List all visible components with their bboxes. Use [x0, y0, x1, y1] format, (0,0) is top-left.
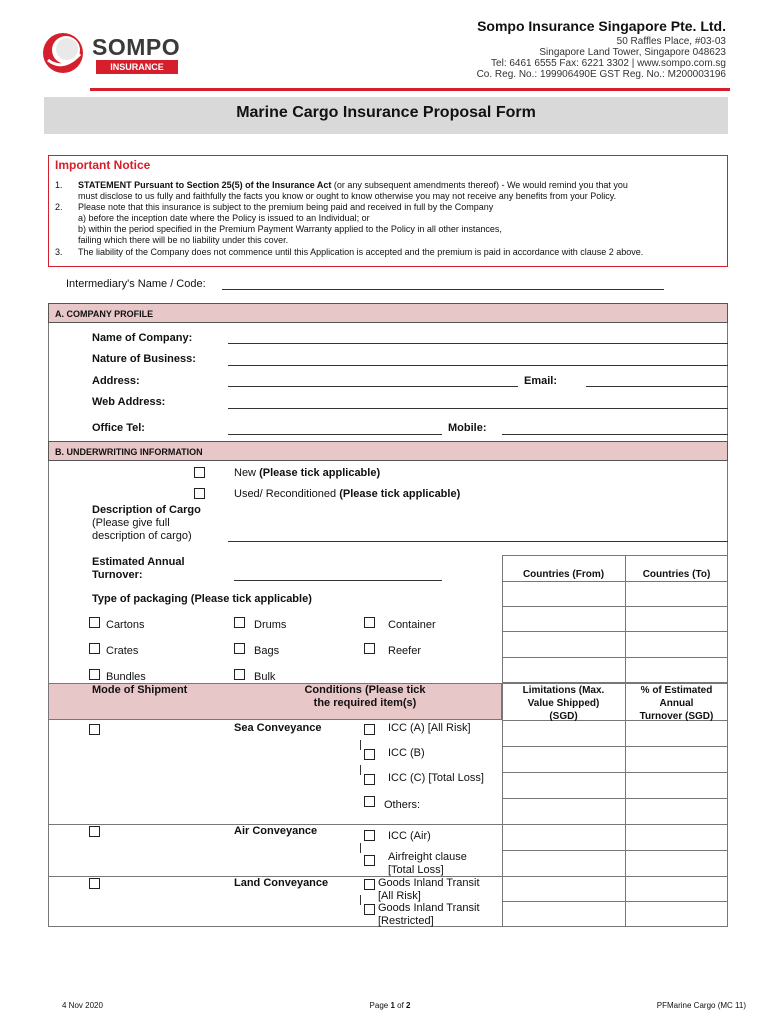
notice-item-1-rest: (or any subsequent amendments thereof) - We would remind you that you [331, 180, 628, 190]
intermediary-input[interactable] [222, 289, 664, 290]
notice-item-1-line2: must disclose to us fully and faithfully the facts you know or ought to know otherwise you may not receive any benefits from your Policy. [78, 191, 617, 201]
limits-entry-area[interactable] [503, 721, 624, 926]
company-name-input[interactable] [228, 343, 728, 344]
limitations-header-2: Value Shipped) [527, 698, 600, 709]
land-label: Land Conveyance [234, 877, 329, 889]
company-address-2: Singapore Land Tower, Singapore 048623 [539, 47, 726, 58]
bulk-label: Bulk [254, 671, 276, 683]
sea-checkbox[interactable] [89, 724, 100, 735]
others-checkbox[interactable] [364, 796, 375, 807]
icc-b-checkbox[interactable] [364, 749, 375, 760]
sea-label: Sea Conveyance [234, 722, 322, 734]
header-red-rule [90, 88, 730, 91]
notice-number-2: 2. [55, 202, 63, 212]
nature-business-label: Nature of Business: [92, 353, 196, 365]
address-input[interactable] [228, 386, 518, 387]
bags-label: Bags [254, 645, 280, 657]
new-label [234, 467, 380, 479]
airfreight-checkbox[interactable] [364, 855, 375, 866]
cargo-desc-hint-1: (Please give full [92, 517, 170, 529]
mobile-label: Mobile: [448, 422, 487, 434]
icc-a-checkbox[interactable] [364, 724, 375, 735]
crates-label: Crates [106, 645, 139, 657]
office-tel-input[interactable] [228, 434, 442, 435]
sompo-logo-icon [40, 30, 86, 76]
notice-item-2b: b) within the period specified in the Premium Payment Warranty applied to the Policy in all other instances, [78, 224, 502, 234]
new-checkbox[interactable] [194, 467, 205, 478]
notice-item-1-bold: STATEMENT Pursuant to Section 25(5) of the Insurance Act [78, 180, 332, 190]
cargo-desc-input[interactable] [228, 541, 728, 542]
notice-item-3: The liability of the Company does not commence until this Application is accepted and the premium is paid in accordance with clause 2 above. [78, 247, 644, 257]
address-label: Address: [92, 375, 140, 387]
notice-number-1: 1. [55, 180, 63, 190]
logo-text: SOMPO [92, 34, 181, 60]
drums-label: Drums [254, 619, 287, 631]
new-text: New [234, 467, 260, 479]
footer-page [330, 1001, 450, 1010]
container-label: Container [388, 619, 436, 631]
pct-header-1: % of Estimated [640, 685, 713, 696]
countries-to-cell[interactable] [626, 582, 727, 682]
company-name-label: Name of Company: [92, 332, 193, 344]
footer-form-code: PFMarine Cargo (MC 11) [656, 1001, 746, 1010]
pct-header-2: Annual [659, 698, 694, 709]
bundles-checkbox[interactable] [89, 669, 100, 680]
new-hint: (Please tick applicable) [259, 467, 381, 479]
land-checkbox[interactable] [89, 878, 100, 889]
git-allrisk-label-2: [All Risk] [378, 890, 421, 902]
notice-item-2a: a) before the inception date where the Policy is issued to an Individual; or [78, 213, 370, 223]
used-text: Used/ Reconditioned [234, 488, 340, 500]
countries-from-header: Countries (From) [522, 569, 605, 580]
used-hint: (Please tick applicable) [339, 488, 461, 500]
crates-checkbox[interactable] [89, 643, 100, 654]
countries-from-cell[interactable] [503, 582, 624, 682]
company-contact: Tel: 6461 6555 Fax: 6221 3302 | www.sompo.com.sg [491, 58, 726, 69]
air-label: Air Conveyance [234, 825, 318, 837]
limitations-header-1: Limitations (Max. [522, 685, 605, 696]
git-restricted-label-1: Goods Inland Transit [378, 902, 480, 914]
drums-checkbox[interactable] [234, 617, 245, 628]
airfreight-label-2: [Total Loss] [388, 864, 444, 876]
page-title: Marine Cargo Insurance Proposal Form [236, 104, 536, 121]
icc-c-label: ICC (C) [Total Loss] [388, 772, 484, 784]
notice-item-1 [78, 180, 728, 190]
limitations-header-3: (SGD) [549, 711, 578, 722]
mode-shipment-header: Mode of Shipment [92, 684, 188, 696]
notice-heading: Important Notice [55, 158, 151, 172]
notice-number-3: 3. [55, 247, 63, 257]
company-name: Sompo Insurance Singapore Pte. Ltd. [477, 18, 726, 34]
git-allrisk-checkbox[interactable] [364, 879, 375, 890]
web-address-label: Web Address: [92, 396, 166, 408]
used-checkbox[interactable] [194, 488, 205, 499]
airfreight-label-1: Airfreight clause [388, 851, 467, 863]
used-label [234, 488, 460, 500]
mobile-input[interactable] [502, 434, 728, 435]
pct-header-3: Turnover (SGD) [639, 711, 714, 722]
company-registration: Co. Reg. No.: 199906490E GST Reg. No.: M200003196 [476, 69, 726, 80]
icc-a-label: ICC (A) [All Risk] [388, 722, 471, 734]
notice-item-2c: failing which there will be no liability under this cover. [78, 235, 289, 245]
section-a-header: A. COMPANY PROFILE [48, 303, 728, 323]
reefer-label: Reefer [388, 645, 422, 657]
conditions-header-1: Conditions (Please tick [304, 684, 426, 696]
bulk-checkbox[interactable] [234, 669, 245, 680]
icc-c-checkbox[interactable] [364, 774, 375, 785]
turnover-input[interactable] [234, 580, 442, 581]
turnover-label-2: Turnover: [92, 569, 143, 581]
notice-item-2: Please note that this insurance is subject to the premium being paid and received in full by the Company [78, 202, 494, 212]
cargo-desc-hint-2: description of cargo) [92, 530, 192, 542]
web-address-input[interactable] [228, 408, 728, 409]
reefer-checkbox[interactable] [364, 643, 375, 654]
packaging-label: Type of packaging (Please tick applicable) [92, 593, 312, 605]
footer-date: 4 Nov 2020 [62, 1001, 103, 1010]
nature-business-input[interactable] [228, 365, 728, 366]
icc-b-label: ICC (B) [388, 747, 425, 759]
icc-air-checkbox[interactable] [364, 830, 375, 841]
page-number: 1 [390, 1001, 395, 1010]
cartons-label: Cartons [106, 619, 145, 631]
air-checkbox[interactable] [89, 826, 100, 837]
company-logo [40, 30, 180, 78]
logo-sub: INSURANCE [96, 60, 178, 74]
icc-air-label: ICC (Air) [388, 830, 431, 842]
container-checkbox[interactable] [364, 617, 375, 628]
git-restricted-checkbox[interactable] [364, 904, 375, 915]
page-prefix: Page [369, 1001, 391, 1010]
section-b-header: B. UNDERWRITING INFORMATION [48, 441, 728, 461]
conditions-header-2: the required item(s) [313, 697, 417, 709]
page-of: of [394, 1001, 407, 1010]
turnover-label-1: Estimated Annual [92, 556, 185, 568]
countries-to-header: Countries (To) [642, 569, 711, 580]
pct-entry-area[interactable] [626, 721, 727, 926]
cargo-desc-label: Description of Cargo [92, 504, 201, 516]
bags-checkbox[interactable] [234, 643, 245, 654]
git-restricted-label-2: [Restricted] [378, 915, 434, 927]
others-label: Others: [384, 799, 421, 811]
bundles-label: Bundles [106, 671, 146, 683]
page-total: 2 [406, 1001, 411, 1010]
git-allrisk-label-1: Goods Inland Transit [378, 877, 480, 889]
cartons-checkbox[interactable] [89, 617, 100, 628]
company-address-1: 50 Raffles Place, #03-03 [616, 36, 726, 47]
office-tel-label: Office Tel: [92, 422, 145, 434]
email-label: Email: [524, 375, 558, 387]
email-input[interactable] [586, 386, 728, 387]
intermediary-label: Intermediary's Name / Code: [66, 278, 206, 290]
